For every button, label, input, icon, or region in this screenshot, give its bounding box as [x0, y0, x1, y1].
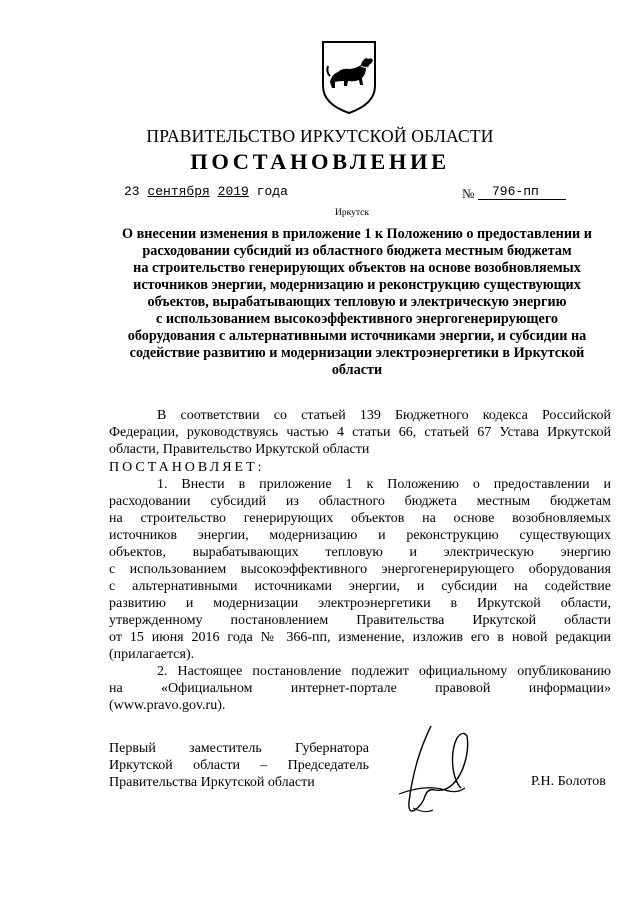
- heading-line: содействие развитию и модернизации электроэнергетики в Иркутской: [129, 345, 585, 361]
- position-line: Первый заместитель Губернатора: [109, 741, 369, 756]
- item-line: утвержденному постановлением Правительства Иркутской области: [109, 613, 611, 628]
- item-line: на строительство генерирующих объектов на основе возобновляемых: [109, 511, 611, 526]
- signatory-position: [109, 740, 369, 791]
- item-line: расходовании субсидий из областного бюджета местным бюджетам: [109, 494, 611, 509]
- heading-line: на строительство генерирующих объектов на основе возобновляемых: [133, 260, 581, 276]
- heading-line: расходовании субсидий из областного бюджета местным бюджетам: [142, 243, 572, 259]
- handwritten-signature: [395, 722, 485, 822]
- city-name: Иркутск: [335, 208, 369, 218]
- preamble-line: Федерации, руководствуясь частью 4 статьи 66, статьей 67 Устава Иркутской: [109, 425, 611, 440]
- document-date: [124, 184, 288, 199]
- document-heading: [107, 226, 607, 379]
- preamble-paragraph: [109, 407, 611, 458]
- item-line: на «Официальном интернет-портале правовой информации»: [109, 681, 611, 696]
- date-suffix: года: [256, 184, 288, 199]
- item-line: (www.pravo.gov.ru).: [109, 698, 226, 713]
- heading-line: О внесении изменения в приложение 1 к Положению о предоставлении и: [122, 226, 592, 242]
- item-line: (прилагается).: [109, 647, 195, 662]
- signer-name: Р.Н. Болотов: [531, 774, 606, 789]
- position-line: Правительства Иркутской области: [109, 775, 315, 790]
- heading-line: области: [331, 362, 383, 378]
- document-type: ПОСТАНОВЛЕНИЕ: [190, 149, 450, 174]
- preamble-line: В соответствии со статьей 139 Бюджетного кодекса Российской: [157, 408, 611, 423]
- resolves-word: ПОСТАНОВЛЯЕТ:: [109, 460, 265, 475]
- heading-line: объектов, вырабатывающих тепловую и электрическую энергию: [147, 294, 567, 310]
- heading-line: оборудования с альтернативными источниками энергии, и субсидии на: [127, 328, 587, 344]
- heading-line: с использованием высокоэффективного энергогенерирующего: [155, 311, 559, 327]
- government-name: ПРАВИТЕЛЬСТВО ИРКУТСКОЙ ОБЛАСТИ: [146, 126, 494, 146]
- preamble-line: области, Правительство Иркутской области: [109, 442, 370, 457]
- item-line: 1. Внести в приложение 1 к Положению о предоставлении и: [157, 477, 611, 492]
- item-line: развитию и модернизации электроэнергетики в Иркутской области,: [109, 596, 611, 611]
- date-month: сентября: [147, 184, 210, 199]
- date-day: 23: [124, 184, 140, 199]
- heading-line: источников энергии, модернизацию и реконструкцию существующих: [133, 277, 581, 293]
- item-2-paragraph: [109, 663, 611, 714]
- item-line: объектов, вырабатывающих тепловую и электрическую энергию: [109, 545, 611, 560]
- coat-of-arms-icon: [320, 38, 378, 116]
- document-number: 796-пп: [478, 184, 566, 200]
- position-line: Иркутской области – Председатель: [109, 758, 369, 773]
- item-line: от 15 июня 2016 года № 366-пп, изменение, изложив его в новой редакции: [109, 630, 611, 645]
- number-sign: №: [462, 186, 475, 201]
- item-line: источников энергии, модернизацию и реконструкцию существующих: [109, 528, 611, 543]
- item-1-paragraph: [109, 476, 611, 663]
- date-year: 2019: [217, 184, 249, 199]
- item-line: 2. Настоящее постановление подлежит официальному опубликованию: [157, 664, 611, 679]
- item-line: с использованием высокоэффективного энергогенерирующего оборудования: [109, 562, 611, 577]
- item-line: с альтернативными источниками энергии, и субсидии на содействие: [109, 579, 611, 594]
